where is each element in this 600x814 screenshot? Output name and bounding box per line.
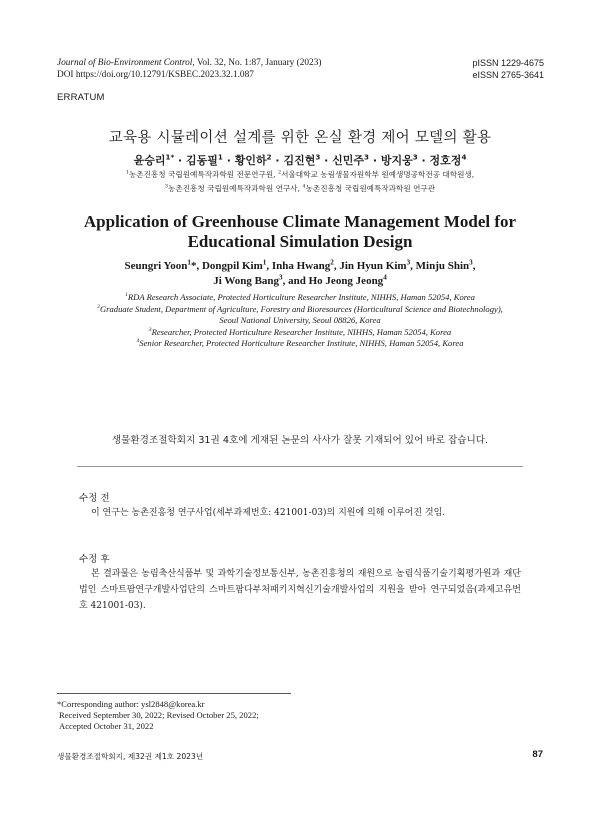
- author-name: 김진현: [283, 154, 316, 167]
- affiliation-mark: 4: [136, 338, 140, 345]
- affiliation-text: 서울대학교 농림생물자원학부 원예생명공학전공 대학원생,: [281, 170, 475, 179]
- author-name: 김동필: [186, 154, 218, 167]
- article-type: ERRATUM: [57, 92, 105, 103]
- affiliation-mark: 2: [277, 169, 282, 176]
- korean-authors: [0, 152, 600, 168]
- english-title-line2: Educational Simulation Design: [187, 232, 413, 251]
- affiliation-mark: 1: [125, 292, 128, 299]
- after-heading: 수정 후: [79, 554, 110, 565]
- author-name: 신민주: [332, 154, 365, 167]
- author-name: Ho Jeong Jeong: [308, 275, 384, 287]
- footer-journal: 생물환경조절학회지, 제32권 제1호 2023년: [57, 752, 204, 761]
- issn-block: [472, 57, 544, 81]
- affiliation-text: Graduate Student, Department of Agriculture, Forestry and Bioresources (Horticultural Science and Biotechnology),: [99, 303, 503, 314]
- korean-affiliations-line2: [0, 182, 600, 196]
- affiliation-mark: 2: [97, 303, 100, 310]
- korean-affiliations-line1: [0, 168, 600, 182]
- divider: [77, 466, 523, 467]
- author-name: Inha Hwang: [271, 260, 331, 272]
- author-affiliation-mark: 1: [187, 258, 191, 267]
- author-separator: ,: [410, 260, 416, 272]
- author-affiliation-mark: 3: [364, 152, 369, 162]
- author-name: Ji Wong Bang: [213, 275, 280, 287]
- english-authors-line2: [0, 274, 600, 289]
- author-separator: ·: [174, 154, 187, 167]
- affiliation-mark: 1: [125, 169, 129, 176]
- page-number: 87: [532, 749, 543, 760]
- author-separator: ·: [222, 154, 235, 167]
- author-separator: , and: [282, 275, 309, 287]
- english-title: [0, 212, 600, 252]
- journal-name: Journal of Bio-Environment Control: [57, 58, 193, 68]
- affiliation-mark: 4: [302, 183, 306, 190]
- author-separator: ·: [369, 154, 381, 167]
- footnote: [57, 699, 259, 732]
- author-separator: ,: [266, 260, 272, 272]
- author-affiliation-mark: 4: [383, 273, 387, 282]
- affiliation-text: RDA Research Associate, Protected Horticulture Researcher Institute, NIHHS, Haman 52054, Korea: [127, 292, 475, 302]
- author-affiliation-mark: 3: [406, 258, 411, 267]
- english-authors-line1: [0, 259, 600, 274]
- footnote-divider: [57, 693, 291, 694]
- journal-citation: [57, 57, 321, 81]
- corresponding-author: *Corresponding author: ysl2848@korea.kr: [57, 699, 205, 709]
- doi-link[interactable]: DOI https://doi.org/10.12791/KSBEC.2023.32.1.087: [57, 70, 254, 80]
- after-body: 본 결과물은 농림축산식품부 및 과학기술정보통신부, 농촌진흥청의 재원으로 농림식품기술기획평가원과 재단법인 스마트팜연구개발사업단의 스마트팜다부처패키지혁신기술개발사업의 지원을 받아 연구되었음(과제고유번호 421001-03).: [79, 569, 521, 611]
- author-separator: ,: [472, 260, 476, 272]
- affiliation-text: 농촌진흥청 국립원예특작과학원 연구사,: [168, 184, 303, 193]
- author-separator: ·: [320, 154, 333, 167]
- volume-info: , Vol. 32, No. 1:87, January (2023): [192, 58, 322, 68]
- english-affiliations: [0, 292, 600, 350]
- author-separator: *,: [190, 260, 202, 272]
- author-name: 황인하: [234, 154, 267, 167]
- author-affiliation-mark: 2: [330, 258, 334, 267]
- author-name: Jin Hyun Kim: [339, 260, 407, 272]
- author-separator: ·: [271, 154, 284, 167]
- author-affiliation-mark: 1: [262, 258, 267, 267]
- affiliation-line: [0, 292, 600, 304]
- author-name: Seungri Yoon: [124, 260, 188, 272]
- affiliation-line: [0, 338, 600, 350]
- eissn: eISSN 2765-3641: [472, 70, 544, 80]
- affiliation-mark: 3: [148, 326, 152, 333]
- author-name: Minju Shin: [415, 260, 470, 272]
- received-date: Received September 30, 2022; Revised October 25, 2022;: [59, 710, 259, 720]
- korean-title: 교육용 시뮬레이션 설계를 위한 온실 환경 제어 모델의 활용: [108, 130, 492, 146]
- affiliation-text: Senior Researcher, Protected Horticulture Researcher Institute, NIHHS, Haman 52054, Korea: [139, 338, 464, 348]
- author-affiliation-mark: 3: [412, 152, 418, 162]
- affiliation-text: Seoul National University, Seoul 08826, Korea: [219, 315, 381, 325]
- author-name: 윤승리: [133, 154, 166, 167]
- author-separator: ·: [417, 154, 430, 167]
- affiliation-text: 농촌진흥청 국립원예특작과학원 연구관: [305, 184, 436, 193]
- affiliation-line: [0, 304, 600, 316]
- affiliation-text: Researcher, Protected Horticulture Researcher Institute, NIHHS, Haman 52054, Korea: [151, 326, 452, 337]
- author-affiliation-mark: 3: [315, 152, 321, 162]
- author-affiliation-mark: 2: [266, 152, 272, 162]
- author-name: 방지웅: [380, 154, 413, 167]
- affiliation-line: [0, 315, 600, 327]
- author-affiliation-mark: 1*: [165, 152, 175, 162]
- author-name: 정호정: [429, 154, 462, 167]
- author-separator: ,: [333, 260, 340, 272]
- accepted-date: Accepted October 31, 2022: [59, 721, 154, 731]
- author-affiliation-mark: 3: [279, 273, 283, 282]
- affiliation-text: 농촌진흥청 국립원예특작과학원 전문연구원,: [128, 170, 278, 179]
- author-affiliation-mark: 3: [469, 258, 473, 267]
- affiliation-line: [0, 327, 600, 339]
- english-authors: [0, 259, 600, 289]
- before-heading: 수정 전: [79, 493, 110, 504]
- before-body: 이 연구는 농촌진흥청 연구사업(세부과제번호: 421001-03)의 지원에 의해 이루어진 것임.: [91, 508, 446, 518]
- erratum-notice: 생물환경조절학회지 31권 4호에 게재된 논문의 사사가 잘못 기재되어 있어 바로 잡습니다.: [111, 435, 489, 446]
- author-affiliation-mark: 1: [217, 152, 223, 162]
- author-name: Dongpil Kim: [201, 260, 263, 272]
- author-affiliation-mark: 4: [461, 152, 467, 162]
- english-title-line1: Application of Greenhouse Climate Management Model for: [83, 212, 517, 231]
- affiliation-mark: 3: [164, 183, 169, 190]
- pissn: pISSN 1229-4675: [472, 58, 544, 68]
